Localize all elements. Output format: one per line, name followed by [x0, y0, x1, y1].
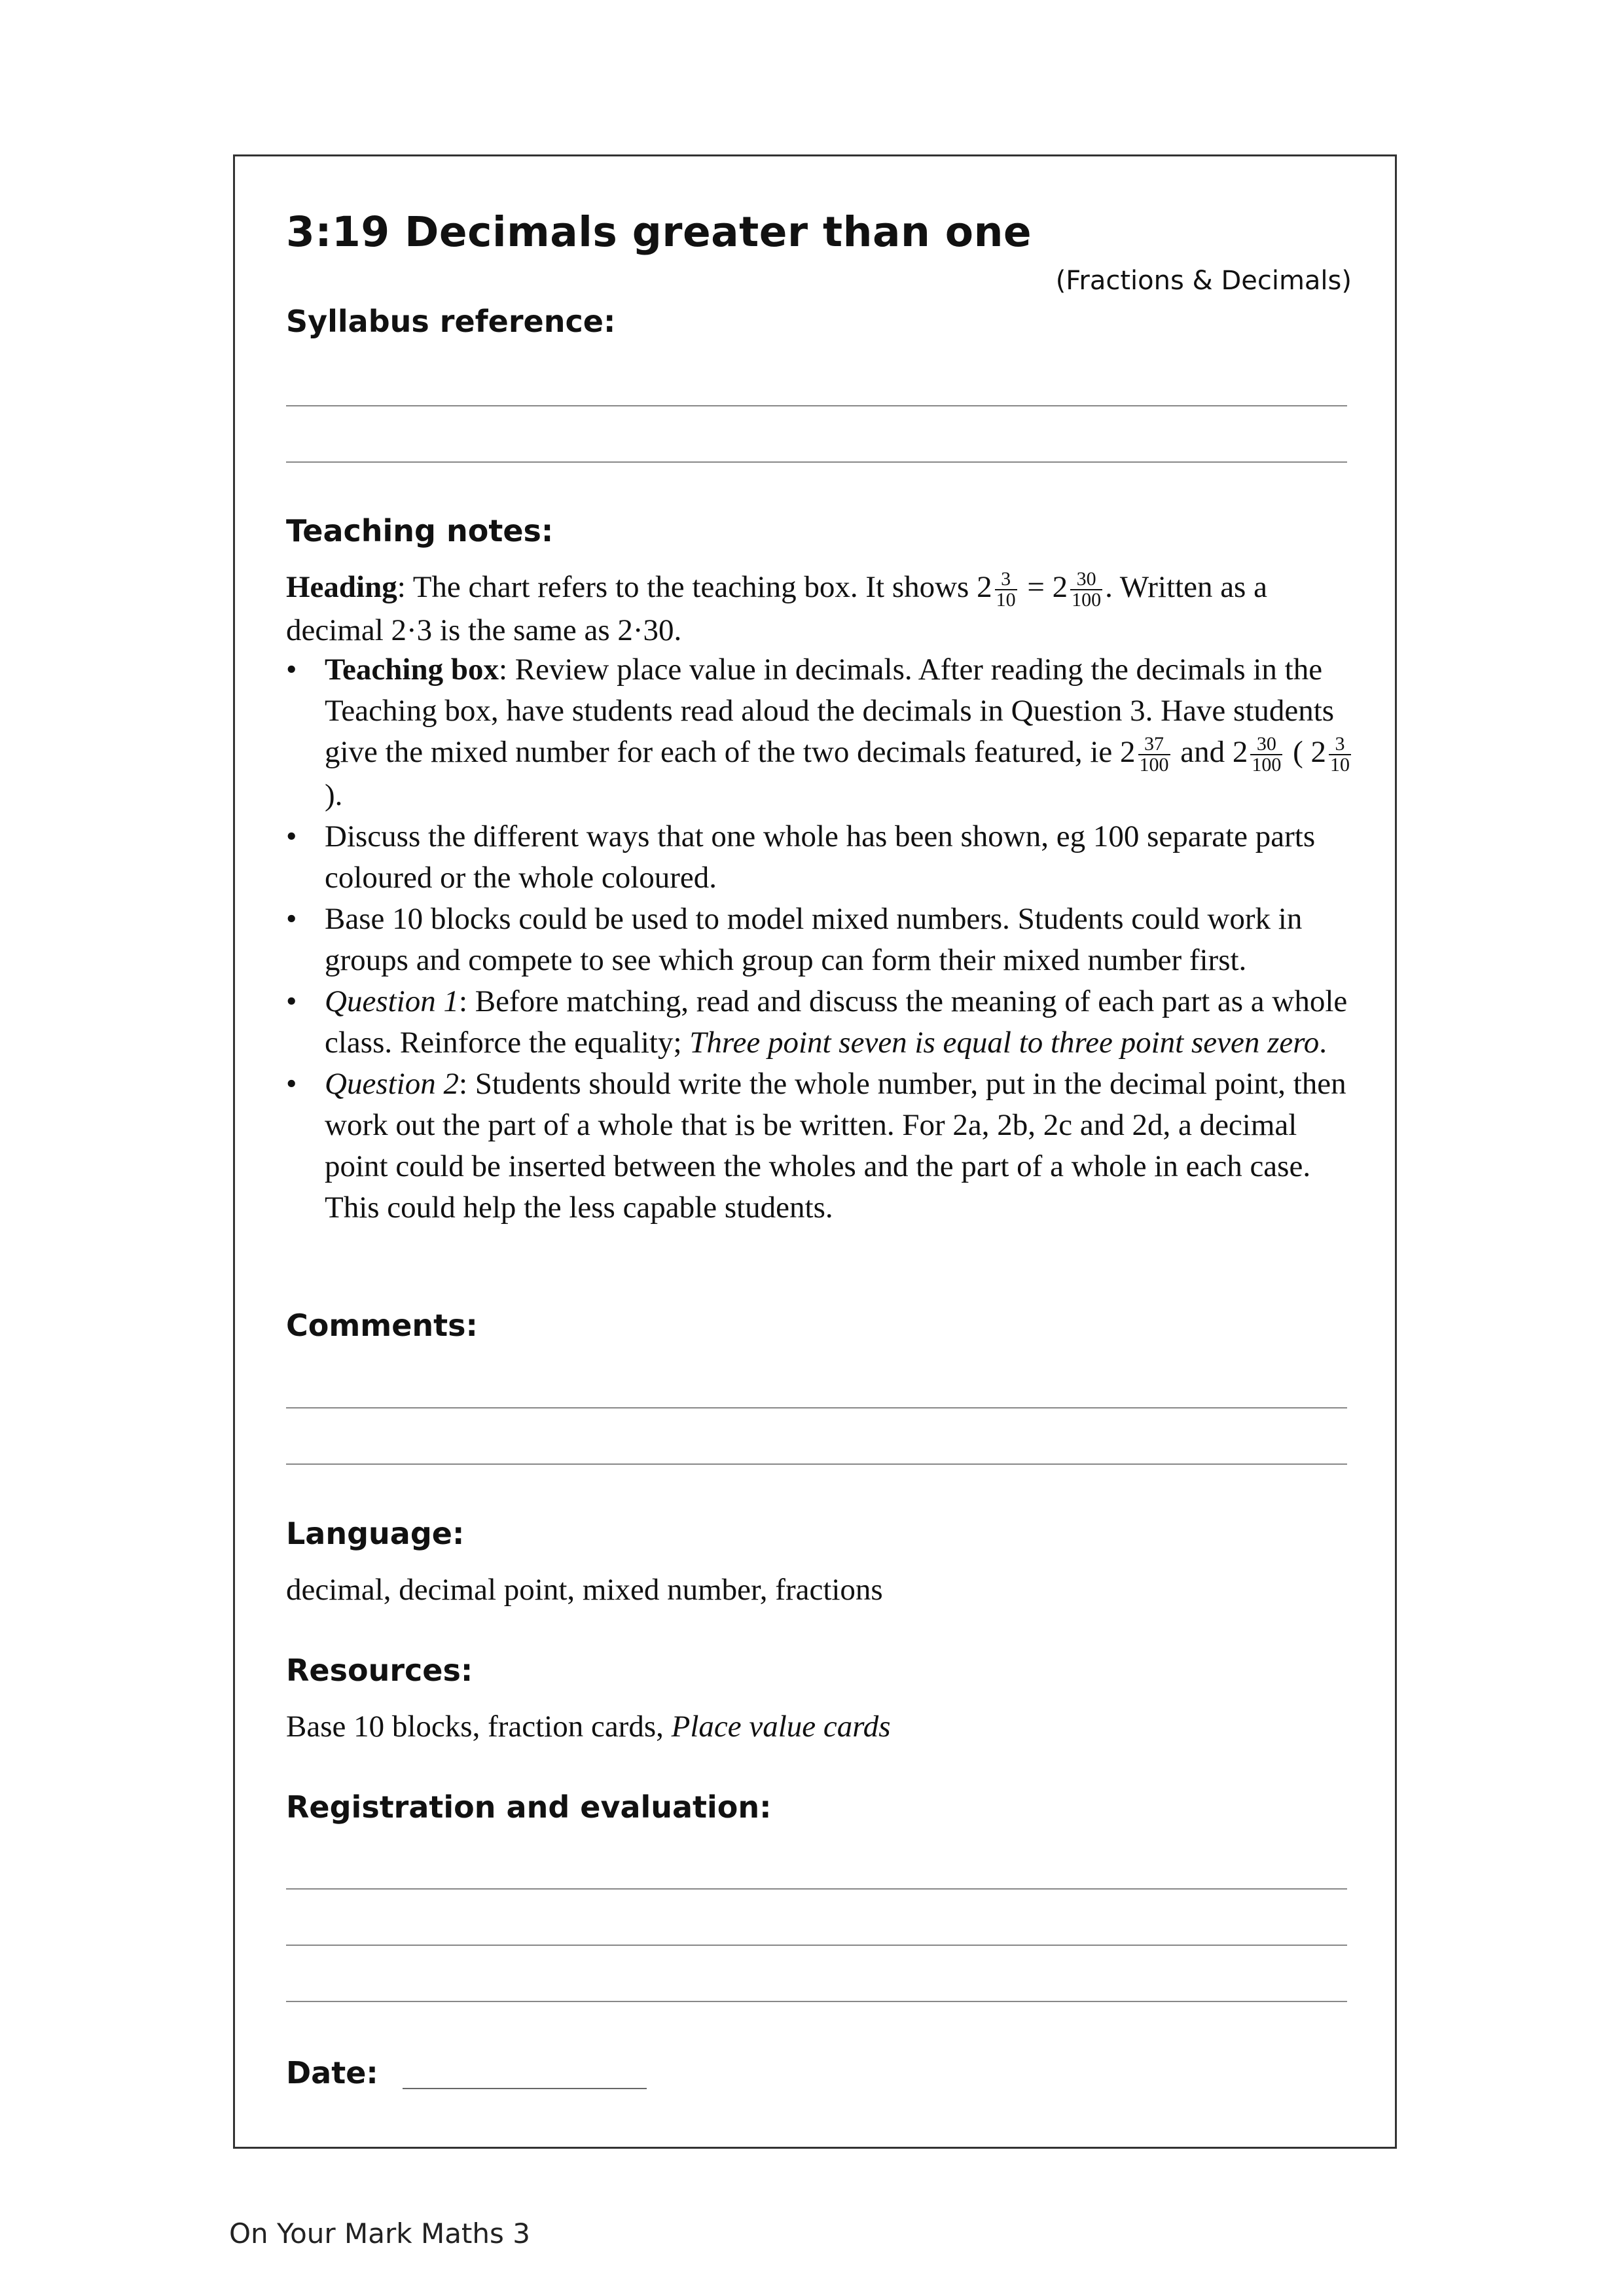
list-item: • Discuss the different ways that one whole has been shown, eg 100 separate parts coloured or the whole coloured.: [286, 816, 1360, 899]
fraction: $\frac{3}{10}$: [1330, 733, 1350, 776]
list-item: [286, 1064, 1360, 1229]
bullet-lead: Question 2: [325, 1067, 459, 1102]
teaching-bullets: [286, 649, 1360, 1229]
heading-text-1: : The chart refers to the teaching box. It shows 2: [397, 570, 992, 604]
fraction: $\frac{30}{100}$: [1252, 733, 1282, 776]
resources-label: Resources:: [286, 1653, 473, 1688]
registration-label: Registration and evaluation:: [286, 1789, 772, 1825]
registration-line-3[interactable]: [286, 2001, 1347, 2002]
language-text: decimal, decimal point, mixed number, fractions: [286, 1573, 883, 1607]
bullet-text: ( 2: [1285, 735, 1327, 769]
list-item: • Base 10 blocks could be used to model mixed numbers. Students could work in groups and compete to see which group can form their mixed number first.: [286, 899, 1360, 981]
bullet-text: ).: [325, 778, 343, 813]
date-label: Date:: [286, 2055, 378, 2090]
heading-text-3: . Written as a decimal 2·3 is the same as 2·30.: [286, 570, 1267, 648]
comments-label: Comments:: [286, 1308, 478, 1343]
bullet-text: : Students should write the whole number, put in the decimal point, then work out the part of a whole that is be written. For 2a, 2b, 2c and 2d, a decimal point could be inserted between the wholes and the part of a whole in each case. This could help the less capable students.: [325, 1067, 1346, 1225]
topic-label: (Fractions & Decimals): [1055, 266, 1352, 296]
fraction: $\frac{3}{10}$: [996, 568, 1016, 611]
list-item: [286, 981, 1360, 1064]
bullet-lead: Question 1: [325, 984, 459, 1019]
comments-line-1[interactable]: [286, 1407, 1347, 1408]
syllabus-line-1[interactable]: [286, 405, 1347, 406]
heading-text-2: = 2: [1019, 570, 1068, 604]
bullet-lead: Teaching box: [325, 653, 499, 687]
fraction: $\frac{30}{100}$: [1072, 568, 1102, 611]
footer-text: On Your Mark Maths 3: [229, 2217, 530, 2250]
page-title: 3:19 Decimals greater than one: [286, 208, 1032, 256]
registration-line-1[interactable]: [286, 1888, 1347, 1890]
syllabus-label: Syllabus reference:: [286, 304, 616, 339]
syllabus-line-2[interactable]: [286, 461, 1347, 463]
fraction: $\frac{37}{100}$: [1139, 733, 1169, 776]
teaching-notes-label: Teaching notes:: [286, 513, 554, 548]
resources-plain: Base 10 blocks, fraction cards,: [286, 1710, 672, 1744]
resources-italic: Place value cards: [671, 1710, 891, 1744]
heading-lead: Heading: [286, 570, 397, 604]
resources-text: [286, 1706, 1360, 1748]
heading-paragraph: [286, 567, 1360, 651]
bullet-text: : Review place value in decimals. After reading the decimals in the Teaching box, have students read aloud the decimals in Question 3. Have students give the mixed number for each of the two decimals featured, ie 2: [325, 653, 1335, 769]
bullet-text: .: [1319, 1026, 1327, 1060]
bullet-italic: Three point seven is equal to three point seven zero: [689, 1026, 1320, 1060]
bullet-text: : Before matching, read and discuss the meaning of each part as a whole class. Reinforce the equality;: [325, 984, 1348, 1060]
list-item: [286, 649, 1360, 816]
language-label: Language:: [286, 1516, 465, 1551]
date-line[interactable]: [403, 2088, 647, 2089]
comments-line-2[interactable]: [286, 1463, 1347, 1465]
registration-line-2[interactable]: [286, 1945, 1347, 1946]
bullet-text: and 2: [1172, 735, 1248, 769]
